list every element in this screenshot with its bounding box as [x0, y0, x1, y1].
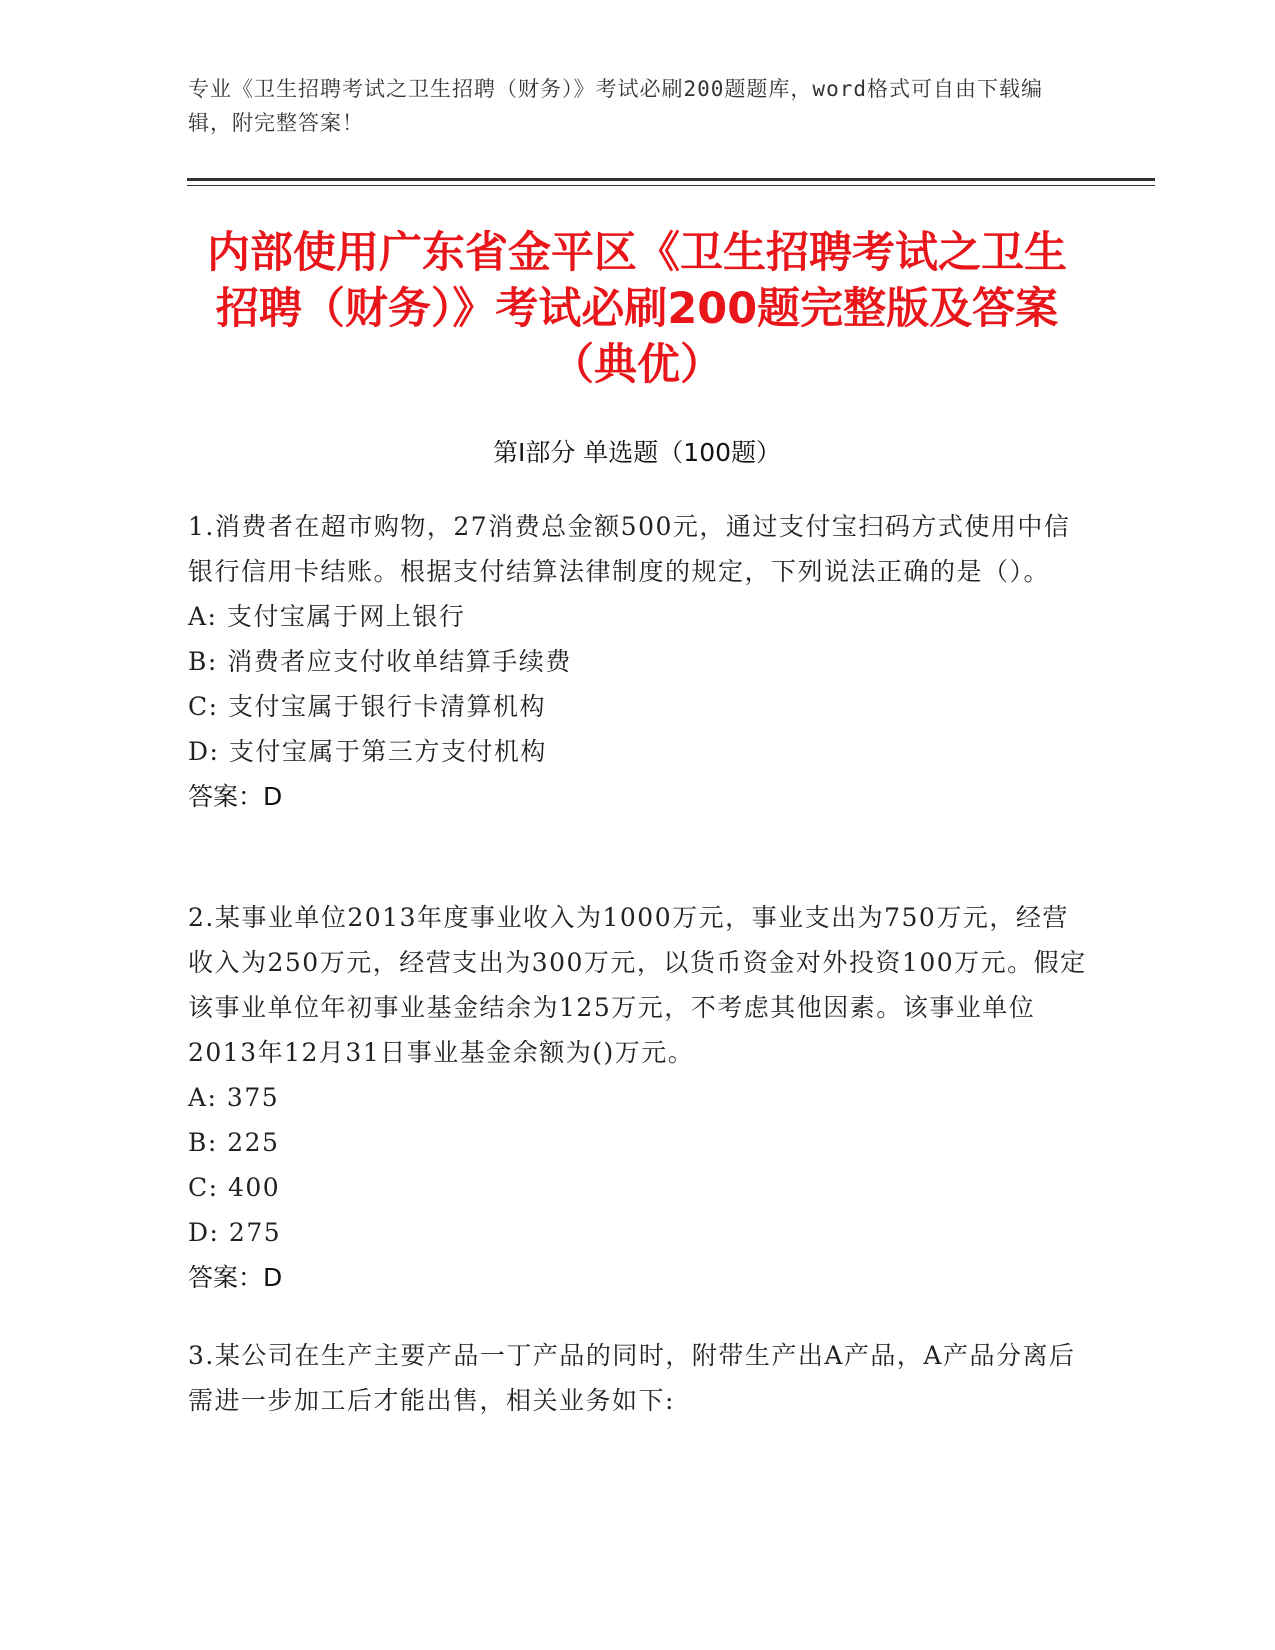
- header-divider-thin: [187, 185, 1155, 186]
- question-text: 1.消费者在超市购物，27消费总金额500元，通过支付宝扫码方式使用中信银行信用卡结账。根据支付结算法律制度的规定，下列说法正确的是（）。: [188, 512, 1071, 586]
- header-divider-thick: [187, 178, 1155, 181]
- option-d: D: 支付宝属于第三方支付机构: [188, 737, 547, 766]
- answer: 答案：D: [188, 782, 283, 811]
- document-title: 内部使用广东省金平区《卫生招聘考试之卫生招聘（财务）》考试必刷200题完整版及答案（典优）: [207, 228, 1067, 390]
- option-c: C: 支付宝属于银行卡清算机构: [188, 692, 546, 721]
- header-note: 专业《卫生招聘考试之卫生招聘（财务）》考试必刷200题题库，word格式可自由下载编辑，附完整答案！: [188, 77, 1043, 135]
- question-text: 3.某公司在生产主要产品一丁产品的同时，附带生产出A产品，A产品分离后需进一步加工后才能出售，相关业务如下:: [188, 1341, 1076, 1415]
- option-a: A: 支付宝属于网上银行: [188, 602, 466, 631]
- option-d: D: 275: [188, 1218, 282, 1247]
- option-c: C: 400: [188, 1173, 281, 1202]
- option-b: B: 225: [188, 1128, 280, 1157]
- option-a: A: 375: [188, 1083, 280, 1112]
- question-3: [188, 1333, 1088, 1423]
- option-b: B: 消费者应支付收单结算手续费: [188, 647, 572, 676]
- answer: 答案：D: [188, 1263, 283, 1292]
- section-title: 第Ⅰ部分 单选题（100题）: [492, 438, 782, 467]
- question-2: [188, 895, 1088, 1300]
- question-1: [188, 504, 1088, 819]
- question-text: 2.某事业单位2013年度事业收入为1000万元，事业支出为750万元，经营收入为250万元，经营支出为300万元，以货币资金对外投资100万元。假定该事业单位年初事业基金结余为125万元，不考虑其他因素。该事业单位2013年12月31日事业基金余额为()万元。: [188, 903, 1087, 1067]
